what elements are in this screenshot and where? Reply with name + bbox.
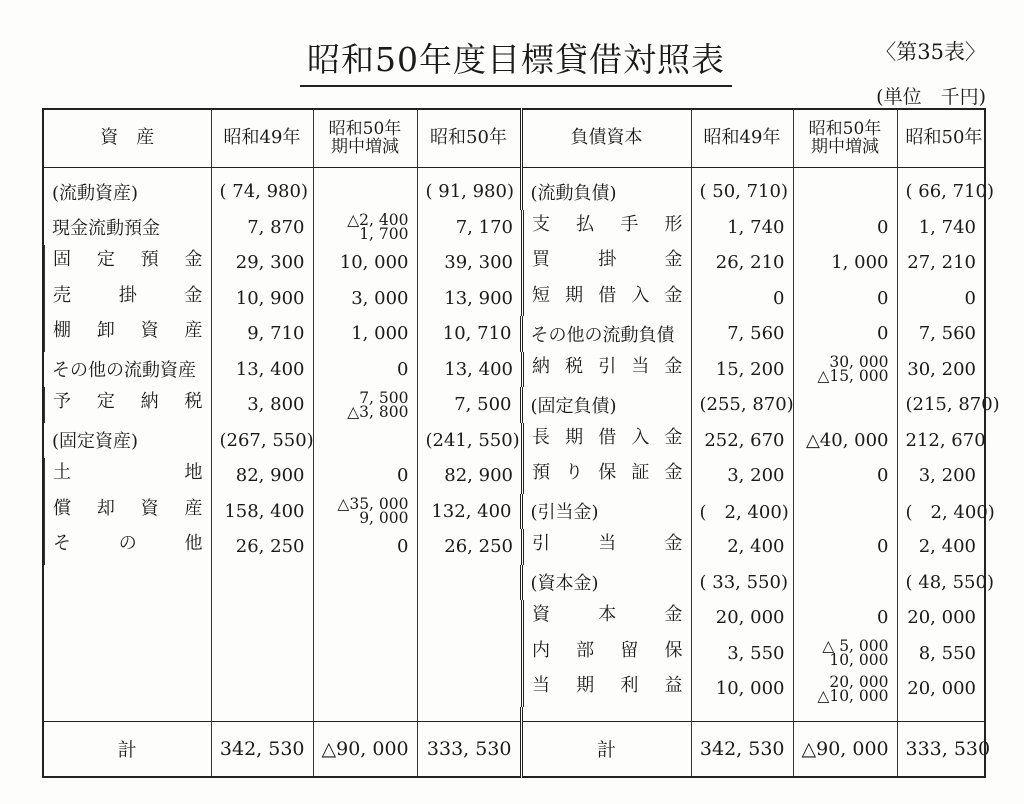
asset-change: 1, 000 [313, 316, 417, 352]
liab-label: その他の流動負債 [521, 316, 691, 352]
table-row [43, 316, 985, 352]
liab-change: 0 [793, 210, 897, 246]
liab-change: 0 [793, 281, 897, 317]
balance-sheet-table [42, 108, 1000, 778]
asset-change: △35, 000 9, 000 [313, 494, 417, 530]
asset-change: 3, 000 [313, 281, 417, 317]
asset-change: 0 [313, 529, 417, 565]
asset-s49: 158, 400 [211, 494, 313, 530]
liab-s49: ( 33, 550) [691, 565, 793, 601]
asset-label: 予 定 納 税 [44, 387, 211, 423]
liab-s50: (215, 870) [897, 387, 985, 423]
header-assets-s49: 昭和49年 [211, 109, 313, 168]
table-row [43, 387, 985, 423]
spacer-cell [897, 707, 985, 722]
liab-change [793, 387, 897, 423]
header-assets: 資 産 [43, 109, 211, 168]
liab-label: 預 り 保 証 金 [521, 458, 691, 494]
header-liab-change: 昭和50年 期中増減 [793, 109, 897, 168]
liab-s49: 3, 200 [691, 458, 793, 494]
asset-label: その他の流動資産 [43, 352, 211, 388]
spacer-cell [521, 707, 691, 722]
asset-s49: 82, 900 [211, 458, 313, 494]
asset-s49: 9, 710 [211, 316, 313, 352]
total-assets-s49: 342, 530 [211, 721, 313, 777]
document-title: 昭和50年度目標貸借対照表 [300, 34, 732, 87]
liab-s49: 0 [691, 281, 793, 317]
liab-s50: 3, 200 [897, 458, 985, 494]
liab-s50: 20, 000 [897, 600, 985, 636]
asset-s49 [211, 671, 313, 707]
table-row [43, 210, 985, 246]
liab-s50: 0 [897, 281, 985, 317]
total-liab-change: △90, 000 [793, 721, 897, 777]
liab-label: 納 税 引 当 金 [521, 352, 691, 388]
liab-change: △40, 000 [793, 423, 897, 459]
liab-change: △ 5, 000 10, 000 [793, 636, 897, 672]
asset-label: 償 却 資 産 [44, 494, 211, 530]
asset-s49 [211, 600, 313, 636]
asset-s50 [417, 600, 521, 636]
liab-s50: 1, 740 [897, 210, 985, 246]
asset-label [43, 565, 211, 601]
total-label-assets: 計 [43, 721, 211, 777]
header-assets-change: 昭和50年 期中増減 [313, 109, 417, 168]
total-row [43, 721, 985, 777]
spacer-cell [211, 707, 313, 722]
asset-change: 7, 500 △3, 800 [313, 387, 417, 423]
asset-change [313, 168, 417, 210]
liab-change: 1, 000 [793, 245, 897, 281]
liab-label: 買 掛 金 [521, 245, 691, 281]
liab-label: 内 部 留 保 [521, 636, 691, 672]
asset-s50: (241, 550) [417, 423, 521, 459]
liab-s50: ( 66, 710) [897, 168, 985, 210]
table-row [43, 245, 985, 281]
table-row [43, 565, 985, 601]
asset-s49: 29, 300 [211, 245, 313, 281]
liab-s49: 10, 000 [691, 671, 793, 707]
liab-s49: 3, 550 [691, 636, 793, 672]
spacer-cell [691, 707, 793, 722]
liab-label: 短 期 借 入 金 [521, 281, 691, 317]
asset-s50 [417, 671, 521, 707]
asset-label: 土 地 [44, 458, 211, 494]
asset-change [313, 636, 417, 672]
asset-change: 0 [313, 458, 417, 494]
asset-change: 10, 000 [313, 245, 417, 281]
header-assets-s50: 昭和50年 [417, 109, 521, 168]
total-assets-change: △90, 000 [313, 721, 417, 777]
asset-label [43, 671, 211, 707]
asset-s50: 13, 400 [417, 352, 521, 388]
liab-change [793, 168, 897, 210]
table-row [43, 281, 985, 317]
liab-change: 30, 000 △15, 000 [793, 352, 897, 388]
liab-s50: 212, 670 [897, 423, 985, 459]
spacer-row [43, 707, 985, 722]
asset-label [43, 600, 211, 636]
table-row [43, 352, 985, 388]
liab-s50: 8, 550 [897, 636, 985, 672]
asset-label: そ の 他 [44, 529, 211, 565]
liab-label: 資 本 金 [521, 600, 691, 636]
liab-change: 0 [793, 600, 897, 636]
total-liab-s50: 333, 530 [897, 721, 985, 777]
spacer-cell [43, 707, 211, 722]
asset-label [43, 636, 211, 672]
asset-s50: 10, 710 [417, 316, 521, 352]
table-row [43, 168, 985, 210]
table-row [43, 636, 985, 672]
liab-s50: 20, 000 [897, 671, 985, 707]
liab-label: 長 期 借 入 金 [521, 423, 691, 459]
table-row [43, 494, 985, 530]
asset-change [313, 423, 417, 459]
asset-s49: 3, 800 [211, 387, 313, 423]
liab-s49: ( 2, 400) [691, 494, 793, 530]
liab-label: (資本金) [521, 565, 691, 601]
asset-label: 固 定 預 金 [44, 245, 211, 281]
asset-s50: 7, 170 [417, 210, 521, 246]
liab-s49: 26, 210 [691, 245, 793, 281]
asset-s50: 132, 400 [417, 494, 521, 530]
asset-change [313, 671, 417, 707]
asset-s49: 10, 900 [211, 281, 313, 317]
header-liab-s49: 昭和49年 [691, 109, 793, 168]
liab-label: 当 期 利 益 [521, 671, 691, 707]
asset-s50: ( 91, 980) [417, 168, 521, 210]
liab-s50: 30, 200 [897, 352, 985, 388]
liab-label: (流動負債) [521, 168, 691, 210]
asset-s50: 26, 250 [417, 529, 521, 565]
liab-s49: 2, 400 [691, 529, 793, 565]
table-row [43, 423, 985, 459]
spacer-cell [417, 707, 521, 722]
asset-s50: 13, 900 [417, 281, 521, 317]
asset-label: (固定資産) [43, 423, 211, 459]
liab-label: (固定負債) [521, 387, 691, 423]
asset-s50 [417, 636, 521, 672]
liab-s49: 15, 200 [691, 352, 793, 388]
liab-change: 0 [793, 529, 897, 565]
asset-s49: 26, 250 [211, 529, 313, 565]
liab-change [793, 565, 897, 601]
asset-s49: (267, 550) [211, 423, 313, 459]
header-row [43, 109, 985, 168]
asset-change: △2, 400 1, 700 [313, 210, 417, 246]
total-label-liabilities: 計 [521, 721, 691, 777]
spacer-cell [793, 707, 897, 722]
asset-s49: 7, 870 [211, 210, 313, 246]
asset-change [313, 565, 417, 601]
liab-label: (引当金) [521, 494, 691, 530]
asset-s49: 13, 400 [211, 352, 313, 388]
asset-label: 現金流動預金 [43, 210, 211, 246]
liab-change [793, 494, 897, 530]
table-row [43, 671, 985, 707]
asset-s50: 82, 900 [417, 458, 521, 494]
liab-s50: 2, 400 [897, 529, 985, 565]
total-assets-s50: 333, 530 [417, 721, 521, 777]
header-liabilities: 負債資本 [521, 109, 691, 168]
asset-label: 売 掛 金 [44, 281, 211, 317]
liab-label: 支 払 手 形 [521, 210, 691, 246]
asset-label: (流動資産) [43, 168, 211, 210]
table-row [43, 458, 985, 494]
asset-s50 [417, 565, 521, 601]
liab-s49: 7, 560 [691, 316, 793, 352]
header-liab-s50: 昭和50年 [897, 109, 985, 168]
liab-label: 引 当 金 [521, 529, 691, 565]
total-liab-s49: 342, 530 [691, 721, 793, 777]
liab-s49: (255, 870) [691, 387, 793, 423]
asset-change [313, 600, 417, 636]
liab-s49: ( 50, 710) [691, 168, 793, 210]
asset-s49 [211, 565, 313, 601]
liab-s50: ( 2, 400) [897, 494, 985, 530]
table-number: 〈第35表〉 [875, 40, 986, 64]
asset-s49 [211, 636, 313, 672]
spacer-cell [313, 707, 417, 722]
liab-change: 0 [793, 458, 897, 494]
liab-s50: 7, 560 [897, 316, 985, 352]
liab-change: 0 [793, 316, 897, 352]
unit-label: (単位 千円) [876, 86, 986, 108]
liab-s50: 27, 210 [897, 245, 985, 281]
asset-s50: 7, 500 [417, 387, 521, 423]
liab-s49: 252, 670 [691, 423, 793, 459]
liab-s50: ( 48, 550) [897, 565, 985, 601]
asset-change: 0 [313, 352, 417, 388]
liab-change: 20, 000 △10, 000 [793, 671, 897, 707]
asset-s50: 39, 300 [417, 245, 521, 281]
table-row [43, 529, 985, 565]
asset-s49: ( 74, 980) [211, 168, 313, 210]
table-row [43, 600, 985, 636]
asset-label: 棚 卸 資 産 [44, 316, 211, 352]
liab-s49: 20, 000 [691, 600, 793, 636]
liab-s49: 1, 740 [691, 210, 793, 246]
